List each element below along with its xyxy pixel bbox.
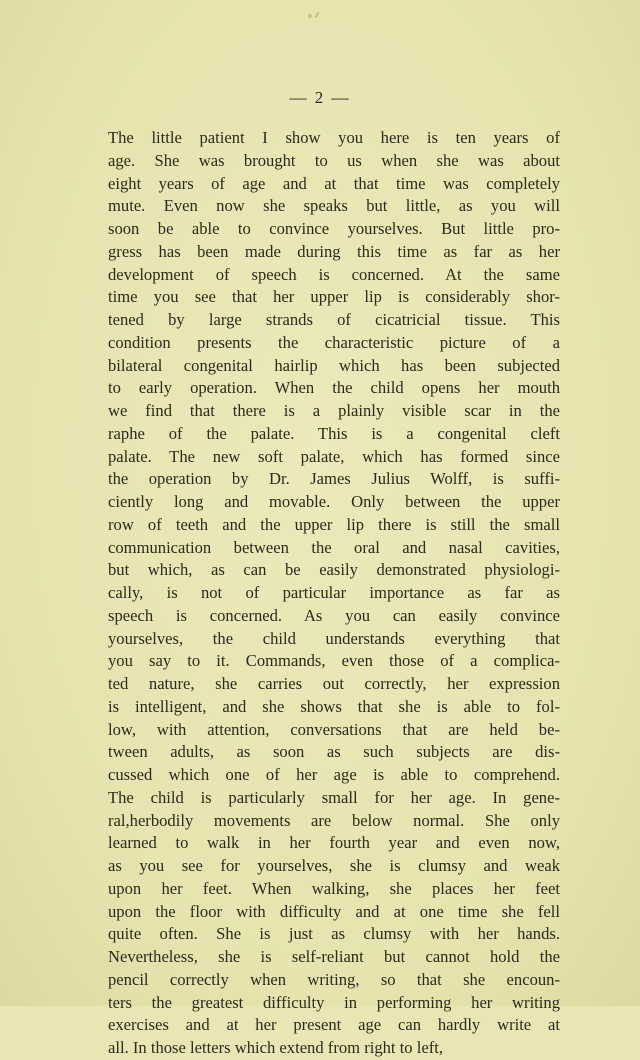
text-line: gress has been made during this time as far as her bbox=[108, 241, 560, 261]
text-line: to early operation. When the child opens her mouth bbox=[108, 378, 560, 398]
text-line: tened by large strands of cicatricial tissue. This bbox=[108, 310, 560, 329]
text-line: ted nature, she carries out correctly, her expression bbox=[108, 674, 560, 693]
text-line: speech is concerned. As you can easily convince bbox=[108, 605, 560, 625]
paper-blemish bbox=[308, 14, 312, 18]
text-line: row of teeth and the upper lip there is still the small bbox=[108, 514, 560, 534]
text-line: quite often. She is just as clumsy with her hands. bbox=[108, 924, 560, 944]
page-number: — 2 — bbox=[289, 88, 351, 107]
text-line: exercises and at her present age can hardly write at bbox=[108, 1015, 560, 1035]
text-line: you say to it. Commands, even those of a complica- bbox=[108, 651, 560, 671]
text-line: time you see that her upper lip is considerably shor- bbox=[108, 287, 560, 307]
text-line: tween adults, as soon as such subjects are dis- bbox=[108, 742, 560, 762]
text-line: bilateral congenital hairlip which has been subjected bbox=[108, 355, 560, 375]
text-line: raphe of the palate. This is a congenital cleft bbox=[108, 423, 560, 443]
text-line: development of speech is concerned. At the same bbox=[108, 264, 560, 284]
text-line: as you see for yourselves, she is clumsy and weak bbox=[108, 856, 560, 875]
text-line: cussed which one of her age is able to comprehend. bbox=[108, 765, 560, 784]
text-line: low, with attention, conversations that are held be- bbox=[108, 719, 560, 739]
text-line: age. She was brought to us when she was about bbox=[108, 150, 560, 170]
text-line: soon be able to convince yourselves. But little pro- bbox=[108, 219, 560, 238]
text-line: cally, is not of particular importance as far as bbox=[108, 583, 560, 602]
text-line: The little patient I show you here is ten years of bbox=[108, 128, 560, 147]
text-line: upon her feet. When walking, she places her feet bbox=[108, 878, 560, 898]
paper-blemish-mark bbox=[315, 12, 320, 18]
text-line: mute. Even now she speaks but little, as you will bbox=[108, 196, 560, 216]
text-line: Nevertheless, she is self-reliant but cannot hold the bbox=[108, 947, 560, 966]
text-line: ters the greatest difficulty in performing her writing bbox=[108, 992, 560, 1012]
text-line: pencil correctly when writing, so that she encoun- bbox=[108, 969, 560, 989]
text-line: yourselves, the child understands everything that bbox=[108, 628, 560, 648]
text-line: all. In those letters which extend from right to left, bbox=[108, 1038, 444, 1057]
text-line: upon the floor with difficulty and at one time she fell bbox=[108, 901, 560, 921]
text-line: we find that there is a plainly visible scar in the bbox=[108, 401, 560, 420]
text-line: but which, as can be easily demonstrated physiologi- bbox=[108, 560, 560, 580]
text-line: the operation by Dr. James Julius Wolff, is suffi- bbox=[108, 469, 560, 489]
text-line: ral,herbodily movements are below normal. She only bbox=[108, 810, 560, 830]
text-line: learned to walk in her fourth year and even now, bbox=[108, 833, 560, 853]
text-line: eight years of age and at that time was completely bbox=[108, 173, 560, 193]
text-line: condition presents the characteristic picture of a bbox=[108, 332, 560, 352]
body-paragraph bbox=[108, 127, 560, 1060]
text-line: ciently long and movable. Only between the upper bbox=[108, 492, 560, 511]
text-line: palate. The new soft palate, which has formed since bbox=[108, 446, 560, 466]
text-line: communication between the oral and nasal cavities, bbox=[108, 537, 560, 557]
text-line: is intelligent, and she shows that she is able to fol- bbox=[108, 696, 560, 716]
text-line: The child is particularly small for her age. In gene- bbox=[108, 787, 560, 807]
